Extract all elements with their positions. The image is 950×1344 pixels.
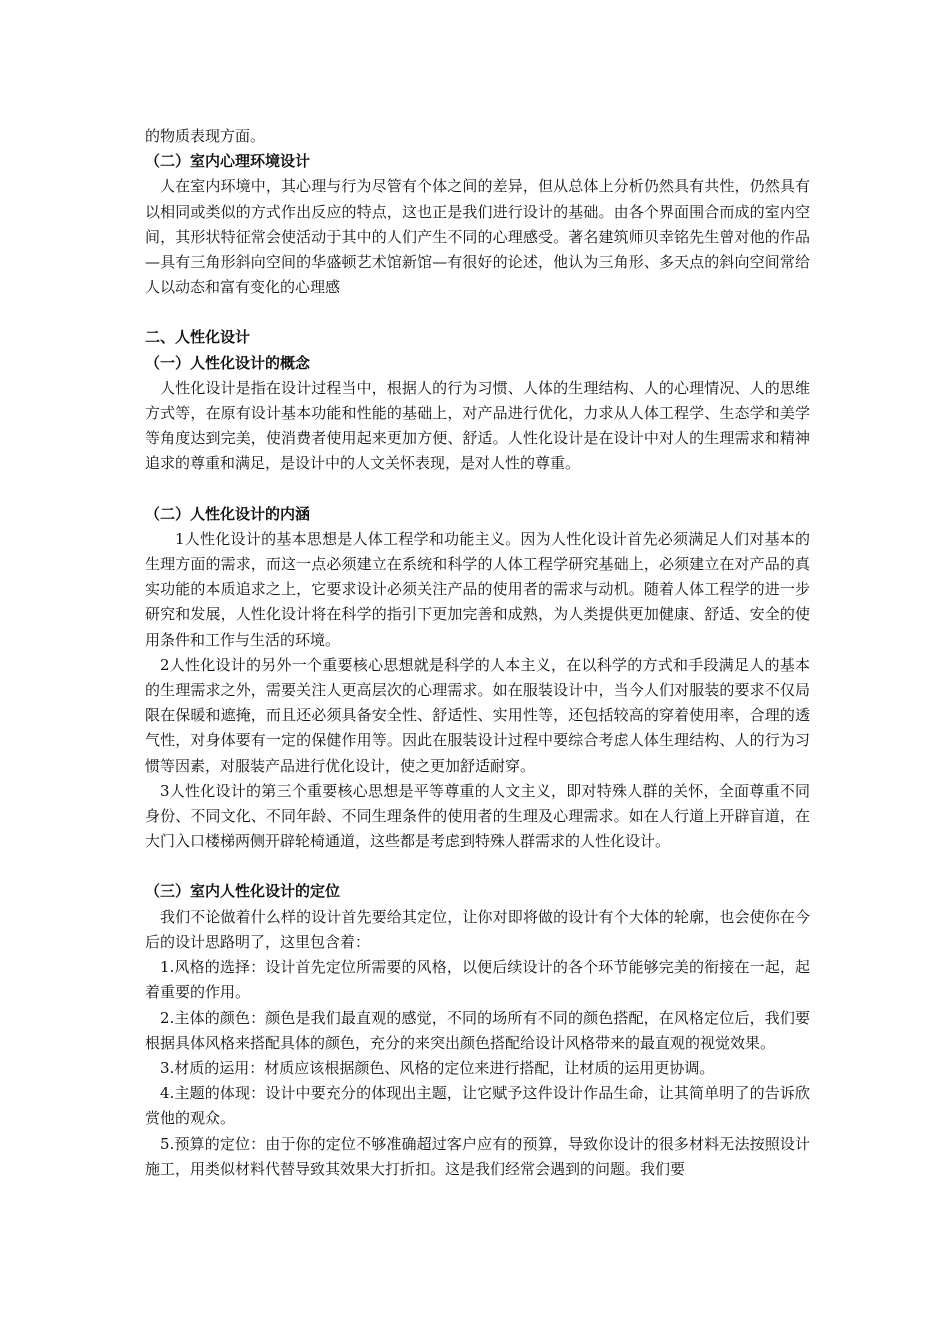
body-paragraph: 3.材质的运用：材质应该根据颜色、风格的定位来进行搭配，让材质的运用更协调。 <box>160 1058 715 1077</box>
section-heading: （二）室内心理环境设计 <box>145 152 311 171</box>
body-paragraph: 1人性化设计的基本思想是人体工程学和功能主义。因为人性化设计首先必须满足人们对基本的生理方面的需求，而这一点必须建立在系统和科学的人体工程学研究基础上，必须建立在对产品的真实功能的本质追求之上，它要求设计必须关注产品的使用者的需求与动机。随着人体工程学的进一步研究和发展，人性化设计将在科学的指引下更加完善和成熟，为人类提供更加健康、舒适、安全的使用条件和工作与生活的环境。 <box>145 529 810 649</box>
paragraph-spacer <box>145 300 810 325</box>
section-heading: （三）室内人性化设计的定位 <box>145 882 341 901</box>
body-paragraph: 1.风格的选择：设计首先定位所需要的风格，以便后续设计的各个环节能够完美的衔接在一起，起着重要的作用。 <box>145 958 810 1002</box>
body-paragraph: 的物质表现方面。 <box>145 127 266 145</box>
body-paragraph: 人性化设计是指在设计过程当中，根据人的行为习惯、人体的生理结构、人的心理情况、人的思维方式等，在原有设计基本功能和性能的基础上，对产品进行优化，力求从人体工程学、生态学和美学等角度达到完美，使消费者使用起来更加方便、舒适。人性化设计是在设计中对人的生理需求和精神追求的尊重和满足，是设计中的人文关怀表现，是对人性的尊重。 <box>145 378 810 473</box>
body-paragraph: 2人性化设计的另外一个重要核心思想就是科学的人本主义，在以科学的方式和手段满足人的基本的生理需求之外，需要关注人更高层次的心理需求。如在服装设计中，当今人们对服装的要求不仅局限在保暖和遮掩，而且还必须具备安全性、舒适性、实用性等，还包括较高的穿着使用率，合理的透气性，对身体要有一定的保健作用等。因此在服装设计过程中要综合考虑人体生理结构、人的行为习惯等因素，对服装产品进行优化设计，使之更加舒适耐穿。 <box>145 655 810 775</box>
body-paragraph: 2.主体的颜色：颜色是我们最直观的感觉，不同的场所有不同的颜色搭配，在风格定位后，我们要根据具体风格来搭配具体的颜色，充分的来突出颜色搭配给设计风格带来的最直观的视觉效果。 <box>145 1008 810 1052</box>
body-paragraph: 3人性化设计的第三个重要核心思想是平等尊重的人文主义，即对特殊人群的关怀，全面尊重不同身份、不同文化、不同年龄、不同生理条件的使用者的生理及心理需求。如在人行道上开辟盲道，在大门入口楼梯两侧开辟轮椅通道，这些都是考虑到特殊人群需求的人性化设计。 <box>145 781 810 851</box>
section-heading: （一）人性化设计的概念 <box>145 353 311 372</box>
body-paragraph: 4.主题的体现：设计中要充分的体现出主题，让它赋予这件设计作品生命，让其简单明了的告诉欣赏他的观众。 <box>145 1084 810 1128</box>
section-heading: 二、人性化设计 <box>145 328 251 347</box>
body-paragraph: 我们不论做着什么样的设计首先要给其定位，让你对即将做的设计有个大体的轮廓，也会使你在今后的设计思路明了，这里包含着： <box>145 907 810 951</box>
document-page <box>145 124 810 1182</box>
body-paragraph: 5.预算的定位：由于你的定位不够准确超过客户应有的预算，导致你设计的很多材料无法按照设计施工，用类似材料代替导致其效果大打折扣。这是我们经常会遇到的问题。我们要 <box>145 1134 810 1178</box>
paragraph-spacer <box>145 477 810 502</box>
body-paragraph: 人在室内环境中，其心理与行为尽管有个体之间的差异，但从总体上分析仍然具有共性，仍然具有以相同或类似的方式作出反应的特点，这也正是我们进行设计的基础。由各个界面围合而成的室内空间，其形状特征常会使活动于其中的人们产生不同的心理感受。著名建筑师贝幸铭先生曾对他的作品—具有三角形斜向空间的华盛顿艺术馆新馆—有很好的论述，他认为三角形、多天点的斜向空间常给人以动态和富有变化的心理感 <box>145 177 810 297</box>
paragraph-spacer <box>145 854 810 879</box>
section-heading: （二）人性化设计的内涵 <box>145 504 311 523</box>
